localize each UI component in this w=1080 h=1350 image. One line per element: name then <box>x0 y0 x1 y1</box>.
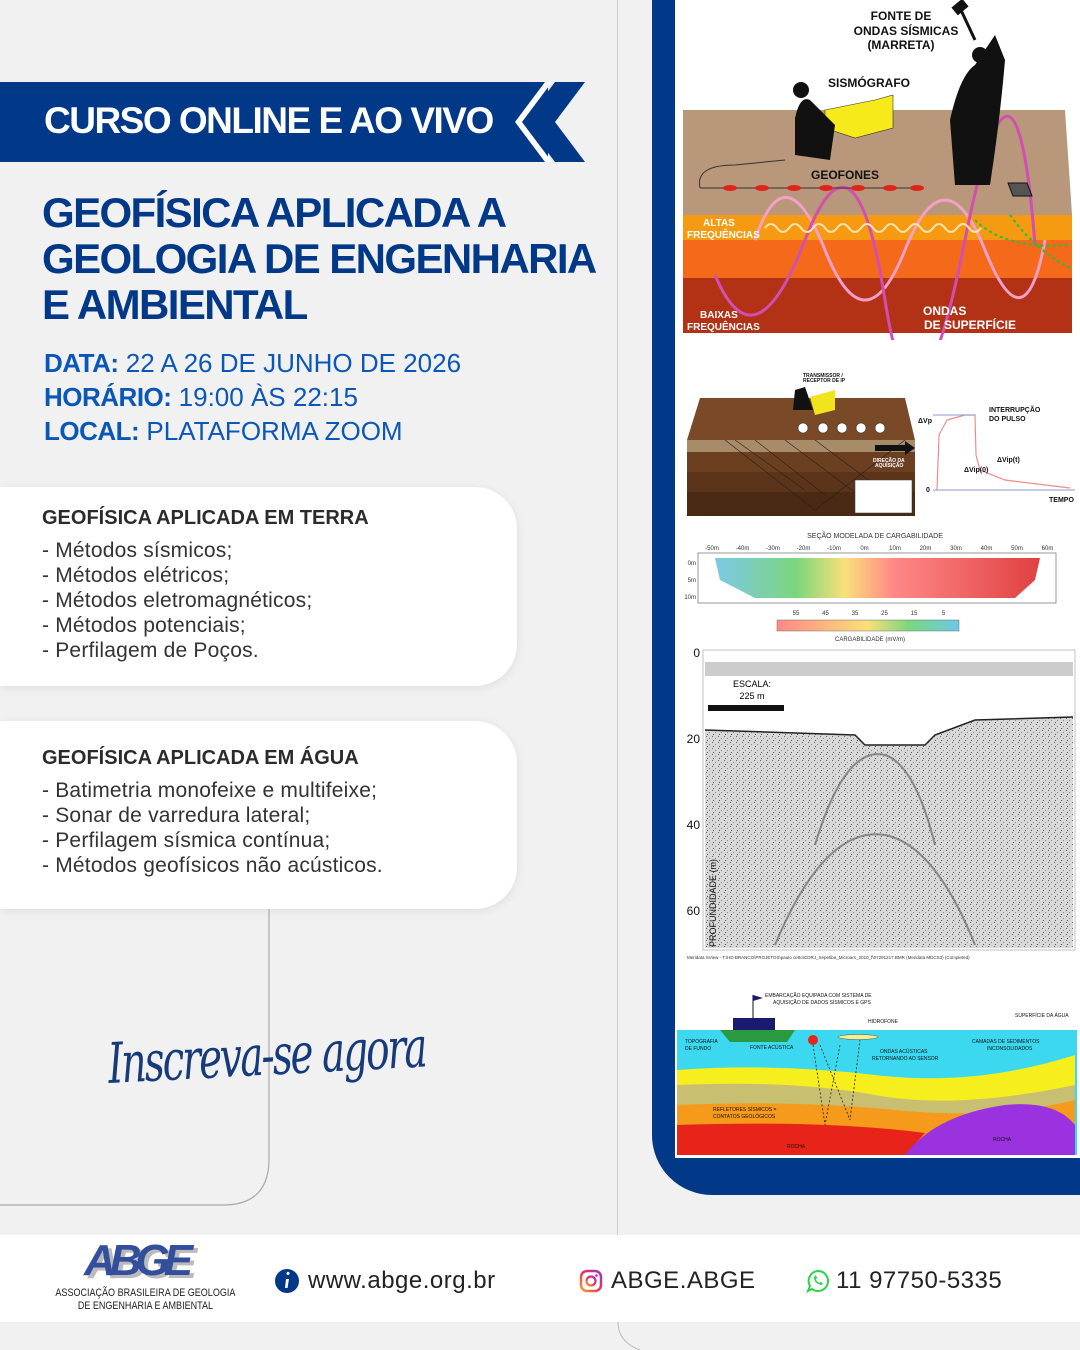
scale-tick: 45 <box>822 611 829 617</box>
axis-label: PROFUNDIDADE (m) <box>708 859 718 947</box>
course-banner <box>0 82 548 162</box>
xtick-tick: -40m <box>735 546 750 552</box>
section-title: SEÇÃO MODELADA DE CARGABILIDADE <box>807 533 943 540</box>
date-label: DATA: <box>44 348 119 378</box>
scale-label: CARGABILIDADE (mV/m) <box>834 637 906 643</box>
seismic-profile-figure <box>675 645 1080 965</box>
xtick-tick: -10m <box>827 546 841 552</box>
water-card <box>0 721 517 909</box>
divider <box>617 0 618 1235</box>
depth-tick: 20 <box>686 732 700 746</box>
date-value: 22 A 26 DE JUNHO DE 2026 <box>118 348 462 378</box>
list-item: - Métodos geofísicos não acústicos. <box>42 854 383 877</box>
list-item: - Batimetria monofeixe e multifeixe; <box>42 779 378 802</box>
list-item: - Sonar de varredura lateral; <box>42 804 311 827</box>
title-line: GEOLOGIA DE ENGENHARIA <box>42 235 596 282</box>
footer <box>0 1235 1080 1322</box>
location-value: PLATAFORMA ZOOM <box>139 416 403 446</box>
figure-label: AQUISIÇÃO DE DADOS SÍSMICOS E GPS <box>773 1000 871 1006</box>
figure-label: ΔVip(0) <box>964 467 989 474</box>
title-line: GEOFÍSICA APLICADA A <box>42 189 506 236</box>
ytick-tick: 0m <box>687 561 696 567</box>
scale-tick: 15 <box>910 611 918 617</box>
figure-label: ROCHA <box>787 1144 806 1150</box>
org-name <box>47 1287 244 1313</box>
land-card <box>0 487 517 686</box>
figure-label: CAMADAS DE SEDIMENTOS <box>972 1039 1040 1045</box>
instagram-icon <box>579 1269 603 1293</box>
seismic-survey-figure <box>675 0 1080 340</box>
abge-logo: ABGE <box>84 1236 188 1285</box>
xtick-tick: -50m <box>705 546 719 552</box>
time-value: 19:00 ÀS 22:15 <box>171 382 358 412</box>
figure-label: (MARRETA) <box>867 38 935 52</box>
figure-label: DO PULSO <box>989 416 1026 423</box>
figure-label: AQUISIÇÃO <box>875 463 904 469</box>
course-title <box>42 190 596 328</box>
xtick-tick: 40m <box>980 546 993 552</box>
list-item: - Métodos elétricos; <box>42 564 230 587</box>
list-item: - Métodos eletromagnéticos; <box>42 589 313 612</box>
figure-label: ROCHA <box>993 1137 1012 1143</box>
whatsapp-icon <box>806 1269 830 1293</box>
instagram-handle[interactable]: ABGE.ABGE <box>611 1267 756 1294</box>
figure-label: ONDAS ACÚSTICAS <box>880 1049 928 1055</box>
location-row <box>44 414 461 448</box>
decorative-curve <box>610 1322 650 1350</box>
scale-tick: 35 <box>851 611 859 617</box>
list-item: - Perfilagem sísmica contínua; <box>42 829 331 852</box>
figure-label: RETORNANDO AO SENSOR <box>872 1056 939 1062</box>
figure-label: 0 <box>926 487 930 494</box>
card-heading: GEOFÍSICA APLICADA EM TERRA <box>42 507 369 529</box>
list-item: - Métodos sísmicos; <box>42 539 233 562</box>
xtick-tick: 20m <box>919 546 932 552</box>
figure-label: HIDROFONE <box>868 1019 898 1025</box>
figure-label: GEOFONES <box>810 168 880 182</box>
figure-label: ΔVip(t) <box>997 457 1020 464</box>
ytick-tick: 10m <box>684 595 696 601</box>
time-row <box>44 380 461 414</box>
scale-label: 225 m <box>739 691 765 701</box>
website-link[interactable]: www.abge.org.br <box>308 1267 496 1294</box>
location-label: LOCAL: <box>44 416 140 446</box>
chargeability-section-figure <box>675 525 1080 645</box>
org-line: ASSOCIAÇÃO BRASILEIRA DE GEOLOGIA <box>55 1287 236 1299</box>
marine-survey-figure <box>675 985 1080 1160</box>
figure-label: DE SUPERFÍCIE <box>924 318 1017 332</box>
scale-label: ESCALA: <box>732 679 772 689</box>
ytick-tick: 5m <box>687 578 696 584</box>
figure-label: TRANSMISSOR / <box>803 373 843 379</box>
figure-label: FONTE ACÚSTICA <box>750 1045 794 1051</box>
figure-label: ONDAS SÍSMICAS <box>853 24 959 38</box>
scale-tick: 5 <box>941 611 946 617</box>
card-heading: GEOFÍSICA APLICADA EM ÁGUA <box>42 747 359 769</box>
figure-label: REFLETORES SÍSMICOS = <box>713 1107 777 1113</box>
xtick-tick: 30m <box>950 546 962 552</box>
list-item: - Perfilagem de Poços. <box>42 639 259 662</box>
ip-survey-figure <box>675 365 1080 525</box>
figure-label: EMBARCAÇÃO EQUIPADA COM SISTEMA DE <box>765 993 872 999</box>
figure-label: BAIXAS <box>700 310 738 321</box>
depth-tick: 0 <box>693 646 700 660</box>
xtick-tick: 0m <box>860 546 869 552</box>
signup-cta[interactable]: Inscreva-se agora <box>106 1015 427 1097</box>
figure-label: ALTAS <box>703 218 735 229</box>
phone-number[interactable]: 11 97750-5335 <box>836 1267 1003 1294</box>
date-row <box>44 346 461 380</box>
figure-label: SUPERFÍCIE DA ÁGUA <box>1015 1013 1069 1019</box>
title-line: E AMBIENTAL <box>42 281 307 328</box>
xtick-tick: -20m <box>796 546 811 552</box>
figure-label: TEMPO <box>1049 497 1074 504</box>
figure-label: DIREÇÃO DA <box>873 458 905 464</box>
list-item: - Métodos potenciais; <box>42 614 246 637</box>
figure-label: SISMÓGRAFO <box>827 76 911 90</box>
info-icon <box>275 1269 299 1293</box>
figure-label: FONTE DE <box>870 9 932 23</box>
figure-label: ΔVp <box>918 418 932 425</box>
depth-tick: 60 <box>686 904 700 918</box>
xtick-tick: 60m <box>1041 546 1054 552</box>
banner-label: CURSO ONLINE E AO VIVO <box>44 100 493 141</box>
figure-label: CONTATOS GEOLÓGICOS <box>713 1114 776 1120</box>
depth-tick: 40 <box>686 818 700 832</box>
figure-label: INCONSOLIDADOS <box>987 1046 1033 1052</box>
course-info <box>44 346 461 448</box>
scale-tick: 25 <box>881 611 888 617</box>
figure-label: FREQUÊNCIAS <box>687 322 760 333</box>
figure-label: INTERRUPÇÃO <box>989 407 1041 414</box>
time-label: HORÁRIO: <box>44 382 172 412</box>
status-bar: Meridata SView - T:\HD BRANCO\PROJETOS\paulo cetto\CDRJ_Sepetiba_Microars_2010_f\07291217.BMR (Meridata MDCS3) (Completed) <box>687 955 970 960</box>
figure-label: FREQUÊNCIAS <box>687 230 760 241</box>
figure-label: RECEPTOR DE IP <box>803 378 846 384</box>
org-line: DE ENGENHARIA E AMBIENTAL <box>77 1300 213 1312</box>
scale-tick: 55 <box>792 611 800 617</box>
figure-label: DE FUNDO <box>685 1046 712 1052</box>
xtick-tick: -30m <box>766 546 780 552</box>
xtick-tick: 10m <box>889 546 901 552</box>
xtick-tick: 50m <box>1011 546 1023 552</box>
figure-label: ONDAS <box>923 304 967 318</box>
figure-label: TOPOGRAFIA <box>685 1039 718 1045</box>
chevron-left-icon <box>505 82 587 162</box>
